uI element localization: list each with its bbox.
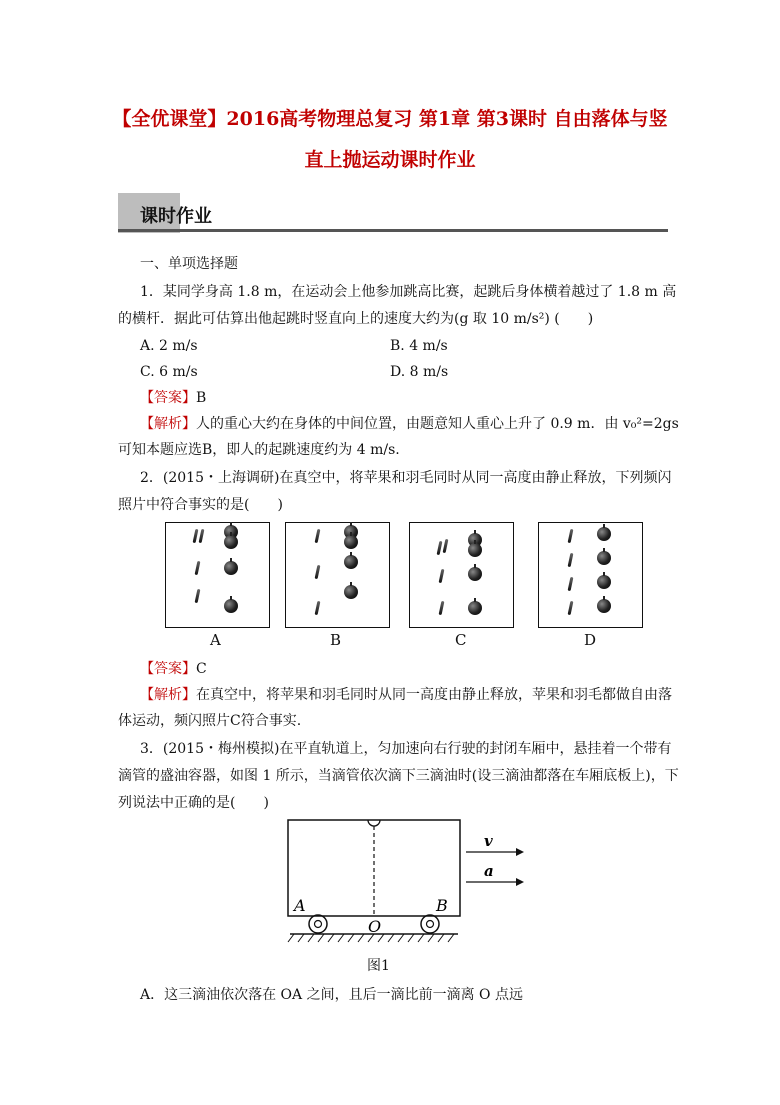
panel-label-b: B xyxy=(330,631,342,649)
feather-icon xyxy=(568,553,574,567)
banner-label: 课时作业 xyxy=(140,206,212,227)
q1-option-d: D. 8 m/s xyxy=(390,364,449,380)
dropper-icon xyxy=(368,820,380,826)
feather-icon xyxy=(195,589,201,603)
wheel-left-hub xyxy=(315,921,322,928)
apple-icon xyxy=(597,599,611,613)
q1-analysis-line-1 xyxy=(140,414,679,434)
q2-stem-line-1: 2．(2015・上海调研)在真空中，将苹果和羽毛同时从同一高度由静止释放，下列频闪 xyxy=(140,470,672,486)
page-title-line-1: 【全优课堂】2016高考物理总复习 第1章 第3课时 自由落体与竖 xyxy=(112,108,668,130)
feather-icon xyxy=(315,529,321,543)
q3-stem-line-1: 3．(2015・梅州模拟)在平直轨道上，匀加速向右行驶的封闭车厢中，悬挂着一个带有 xyxy=(140,741,672,757)
photo-panel-d xyxy=(538,522,643,628)
feather-icon xyxy=(437,541,443,555)
feather-icon xyxy=(443,539,449,553)
label-point-b: B xyxy=(436,896,448,915)
photo-panel-a xyxy=(165,522,270,628)
apple-icon xyxy=(468,543,482,557)
q2-analysis-text-1: 在真空中，将苹果和羽毛同时从同一高度由静止释放，苹果和羽毛都做自由落 xyxy=(196,687,672,703)
q3-option-a: A．这三滴油依次落在 OA 之间，且后一滴比前一滴离 O 点远 xyxy=(140,987,523,1003)
apple-icon xyxy=(597,527,611,541)
q1-option-c: C. 6 m/s xyxy=(140,364,198,380)
photo-panel-c xyxy=(409,522,514,628)
wheel-left-icon xyxy=(309,915,327,933)
apple-icon xyxy=(224,599,238,613)
acceleration-arrowhead-icon xyxy=(516,878,524,886)
q1-option-b: B. 4 m/s xyxy=(390,338,448,354)
q3-stem-line-3: 列说法中正确的是( ) xyxy=(118,795,269,811)
label-v: v xyxy=(484,832,493,850)
q1-analysis-line-2: 可知本题应选B，即人的起跳速度约为 4 m/s. xyxy=(118,442,400,458)
apple-icon xyxy=(224,535,238,549)
section-heading: 一、单项选择题 xyxy=(140,256,238,272)
label-point-o: O xyxy=(368,917,382,936)
q2-analysis-tag: 【解析】 xyxy=(140,687,196,703)
q1-analysis-text-1: 人的重心大约在身体的中间位置，由题意知人重心上升了 0.9 m．由 v₀²=2gs xyxy=(196,416,679,432)
label-point-a: A xyxy=(294,896,306,915)
label-a: a xyxy=(484,862,494,880)
q2-answer-value: C xyxy=(196,661,207,677)
q2-analysis-line-1 xyxy=(140,685,672,705)
feather-icon xyxy=(568,601,574,615)
apple-icon xyxy=(344,535,358,549)
banner-rule xyxy=(118,229,668,232)
q2-analysis-line-2: 体运动，频闪照片C符合事实. xyxy=(118,713,302,729)
wheel-right-icon xyxy=(421,915,439,933)
apple-icon xyxy=(344,585,358,599)
apple-icon xyxy=(597,575,611,589)
q1-analysis-tag: 【解析】 xyxy=(140,416,196,432)
velocity-arrowhead-icon xyxy=(516,848,524,856)
figure-caption: 图1 xyxy=(367,958,390,974)
apple-icon xyxy=(468,601,482,615)
q1-stem-line-2: 的横杆．据此可估算出他起跳时竖直向上的速度大约为(g 取 10 m/s²) ( ) xyxy=(118,311,594,327)
q1-stem-line-1: 1．某同学身高 1.8 m，在运动会上他参加跳高比赛，起跳后身体横着越过了 1.8 m 高 xyxy=(140,284,677,300)
feather-icon xyxy=(568,577,574,591)
apple-icon xyxy=(224,561,238,575)
figure-train-car xyxy=(280,812,540,952)
q1-option-a: A. 2 m/s xyxy=(140,338,198,354)
section-banner xyxy=(118,193,668,233)
q2-stem-line-2: 照片中符合事实的是( ) xyxy=(118,497,283,513)
feather-icon xyxy=(439,601,445,615)
panel-label-a: A xyxy=(210,631,221,649)
feather-icon xyxy=(195,561,201,575)
page-title-line-2: 直上抛运动课时作业 xyxy=(304,149,476,171)
feather-icon xyxy=(199,529,205,543)
q1-answer-tag: 【答案】 xyxy=(140,390,196,406)
apple-icon xyxy=(597,551,611,565)
feather-icon xyxy=(568,529,574,543)
apple-icon xyxy=(468,567,482,581)
q1-answer xyxy=(140,388,206,408)
q1-answer-value: B xyxy=(196,390,207,406)
feather-icon xyxy=(315,565,321,579)
q2-answer-tag: 【答案】 xyxy=(140,661,196,677)
feather-icon xyxy=(315,601,321,615)
panel-label-c: C xyxy=(455,631,467,649)
feather-icon xyxy=(439,569,445,583)
feather-icon xyxy=(193,529,199,543)
q2-answer xyxy=(140,659,207,679)
photo-panel-b xyxy=(285,522,390,628)
apple-icon xyxy=(344,555,358,569)
q3-stem-line-2: 滴管的盛油容器，如图 1 所示，当滴管依次滴下三滴油时(设三滴油都落在车厢底板上)，下 xyxy=(118,768,679,784)
panel-label-d: D xyxy=(584,631,597,649)
wheel-right-hub xyxy=(427,921,434,928)
